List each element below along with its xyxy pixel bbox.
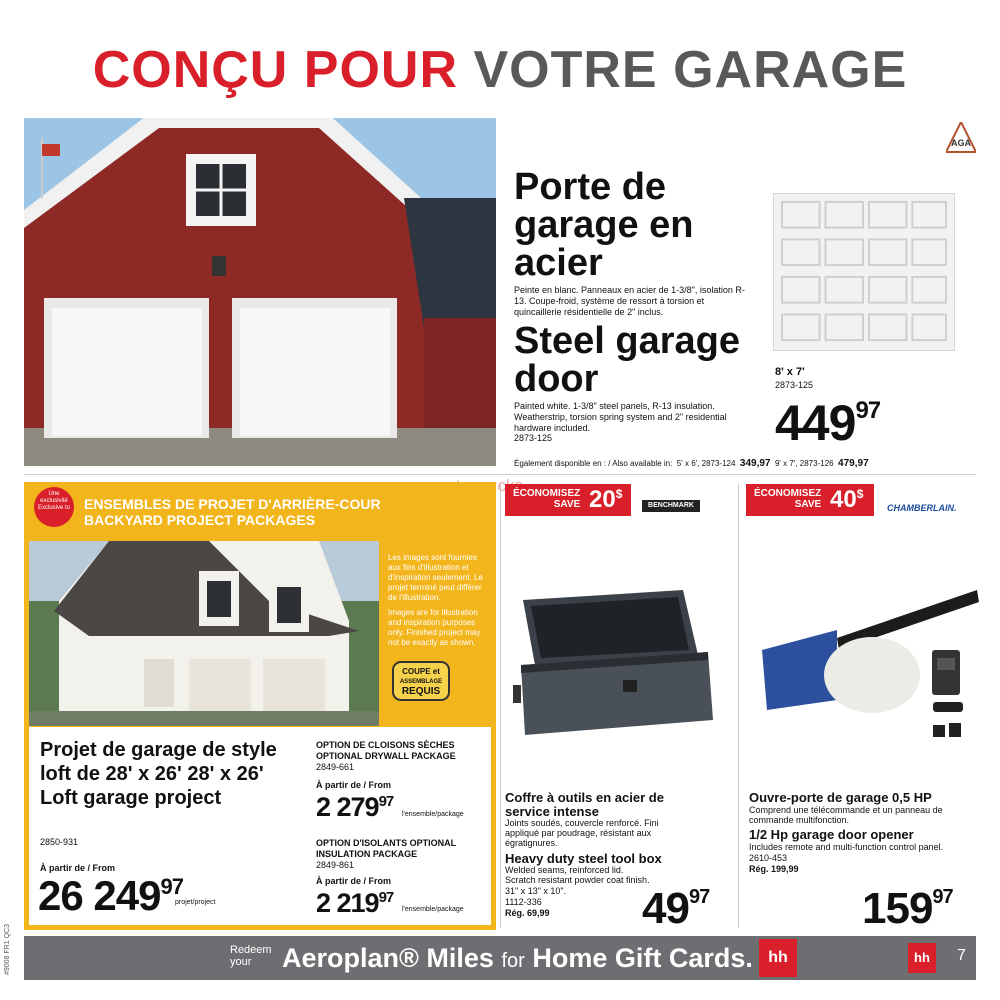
opener-save-badge [746, 484, 874, 516]
assembly-line-3: REQUIS [401, 686, 441, 697]
drywall-option-price [316, 792, 486, 823]
door-size: 8' x 7' [775, 366, 805, 378]
toolbox-price-main: 49 [642, 884, 689, 933]
assembly-line-2: ASSEMBLAGE [399, 679, 443, 685]
backyard-title-en: BACKYARD PROJECT PACKAGES [84, 512, 316, 528]
opener-price [862, 884, 953, 934]
toolbox-sku: 1112-336 [505, 897, 542, 907]
toolbox-save-fr: ÉCONOMISEZ [513, 488, 581, 499]
insulation-price-cents: 97 [378, 889, 394, 906]
loft-garage-photo [29, 541, 379, 726]
insulation-option [316, 838, 486, 919]
home-hardware-logo-icon: hh [759, 939, 797, 977]
door-price [775, 394, 880, 452]
also-option-2: 9' x 7', 2873-126 [774, 459, 834, 468]
drywall-price-cents: 97 [378, 793, 394, 810]
page-number: 7 [957, 947, 966, 964]
drywall-option-unit: l'ensemble/package [402, 811, 464, 818]
home-hardware-small-logo-icon: hh [908, 943, 936, 973]
also-option-1-price: 349,97 [739, 458, 771, 469]
door-sku: 2873-125 [775, 380, 814, 390]
opener-save-amount [830, 486, 863, 514]
assembly-line-1: COUPE et [402, 667, 440, 676]
toolbox-reg-price: Rég. 69,99 [505, 908, 550, 918]
also-option-1: 5' x 6', 2873-124 [676, 459, 736, 468]
opener-save-en: SAVE [794, 499, 822, 510]
opener-sku: 2610-453 [749, 853, 788, 863]
toolbox-title-en: Heavy duty steel tool box [505, 851, 662, 866]
drywall-option [316, 740, 486, 823]
loft-price [38, 872, 183, 920]
cut-assembly-required-badge [391, 660, 451, 702]
backyard-title-fr: ENSEMBLES DE PROJET D'ARRIÈRE-COUR [84, 496, 381, 512]
chamberlain-logo: CHAMBERLAIN. [887, 503, 957, 513]
footer-home: Home Gift Cards. [532, 943, 753, 973]
opener-save-amt: 40 [830, 486, 857, 513]
loft-title: Projet de garage de style loft de 28' x 26' 28' x 26' Loft garage project [40, 739, 277, 809]
section-divider [24, 474, 976, 475]
column-divider [500, 484, 501, 928]
loft-price-cents: 97 [160, 874, 183, 899]
benchmark-logo: BENCHMARK [642, 500, 700, 512]
page-headline [0, 40, 1000, 100]
loft-sku: 2850-931 [40, 837, 79, 847]
steel-garage-door-image [773, 193, 955, 351]
toolbox-price-cents: 97 [688, 886, 710, 908]
drywall-from-label: À partir de / From [316, 780, 392, 790]
toolbox-save-en: SAVE [553, 499, 581, 510]
opener-title-en: 1/2 Hp garage door opener [749, 827, 914, 842]
door-title-fr: Porte de garage en acier [514, 166, 694, 284]
disclaimer-en: Images are for illustration and inspiration purposes only. Finished project may not be exactly as shown. [388, 608, 481, 647]
toolbox-save-amount [589, 486, 622, 514]
headline-gray: VOTRE GARAGE [473, 41, 908, 99]
footer-for: for [501, 950, 525, 972]
drywall-price-main: 2 279 [316, 792, 379, 822]
disclaimer-fr: Les images sont fournies aux fins d'illustration et d'inspiration seulement. Le projet terminé peut différer de l'illustration. [388, 553, 483, 602]
footer-aeroplan: Aeroplan® Miles [282, 943, 494, 973]
svg-text:AGA: AGA [951, 138, 971, 148]
insulation-option-price [316, 888, 486, 919]
print-code: #9008 FR1 QC3 [4, 924, 11, 975]
toolbox-save-text [513, 488, 580, 510]
column-divider [738, 484, 739, 928]
insulation-from-label: À partir de / From [316, 876, 392, 886]
door-desc-fr: Peinte en blanc. Panneaux en acier de 1-3/8", isolation R-13. Coupe-froid, système de ressort à torsion et quincaillerie résidentielle de 2" inclus. [514, 285, 745, 317]
footer-aeroplan-text [282, 943, 753, 974]
insulation-option-title: OPTION D'ISOLANTS OPTIONAL INSULATION PACKAGE [316, 838, 456, 859]
garage-door-opener-image [757, 590, 979, 740]
insulation-option-unit: l'ensemble/package [402, 906, 464, 913]
opener-desc-en: Includes remote and multi-function control panel. [749, 842, 944, 852]
door-desc-en: Painted white. 1-3/8" steel panels, R-13 insulation. Weatherstrip, torsion spring system and 2" residential hardware included. [514, 401, 727, 433]
also-label: Également disponible en : / Also available in: [514, 459, 673, 468]
toolbox-save-amt: 20 [589, 486, 616, 513]
opener-desc-fr: Comprend une télécommande et un panneau de commande multifonction. [749, 805, 943, 825]
loft-from-label: À partir de / From [40, 863, 116, 873]
barn-garage-photo [24, 118, 496, 466]
toolbox-desc-en: Welded seams, reinforced lid. Scratch resistant powder coat finish. [505, 865, 650, 885]
opener-save-fr: ÉCONOMISEZ [754, 488, 822, 499]
disclaimer [388, 553, 488, 653]
toolbox-dims: 31" x 13" x 10". [505, 886, 567, 896]
insulation-price-main: 2 219 [316, 888, 379, 918]
aga-certification-icon [946, 122, 976, 156]
opener-save-currency: $ [856, 487, 864, 501]
opener-save-text [754, 488, 821, 510]
drywall-option-title: OPTION DE CLOISONS SÈCHES OPTIONAL DRYWALL PACKAGE [316, 740, 456, 761]
also-available [514, 458, 869, 469]
also-option-2-price: 479,97 [838, 458, 869, 469]
toolbox-title-fr: Coffre à outils en acier de service intense [505, 790, 664, 819]
opener-price-cents: 97 [932, 886, 953, 908]
toolbox-save-badge [505, 484, 631, 516]
toolbox-save-currency: $ [615, 487, 623, 501]
door-price-cents: 97 [855, 397, 881, 424]
opener-title-fr: Ouvre-porte de garage 0,5 HP [749, 790, 932, 805]
steel-tool-box-image [513, 580, 718, 740]
door-title-en: Steel garage door [514, 320, 740, 400]
door-sku-text: 2873-125 [514, 433, 553, 443]
opener-price-main: 159 [862, 884, 933, 933]
drywall-option-sku: 2849-661 [316, 762, 355, 772]
footer-redeem: Redeem your [230, 944, 272, 968]
toolbox-price [642, 884, 709, 934]
loft-price-main: 26 249 [38, 872, 161, 919]
headline-red: CONÇU POUR [92, 41, 459, 99]
door-price-main: 449 [775, 395, 856, 451]
opener-reg-price: Rég. 199,99 [749, 864, 799, 874]
toolbox-desc-fr: Joints soudés, couvercle renforcé. Fini appliqué par poudrage, résistant aux égratignures. [505, 818, 659, 848]
footer-banner [24, 936, 976, 980]
loft-unit: projet/project [175, 899, 216, 906]
exclusive-badge: Une exclusivité Exclusive to [34, 487, 74, 527]
insulation-option-sku: 2849-861 [316, 860, 355, 870]
